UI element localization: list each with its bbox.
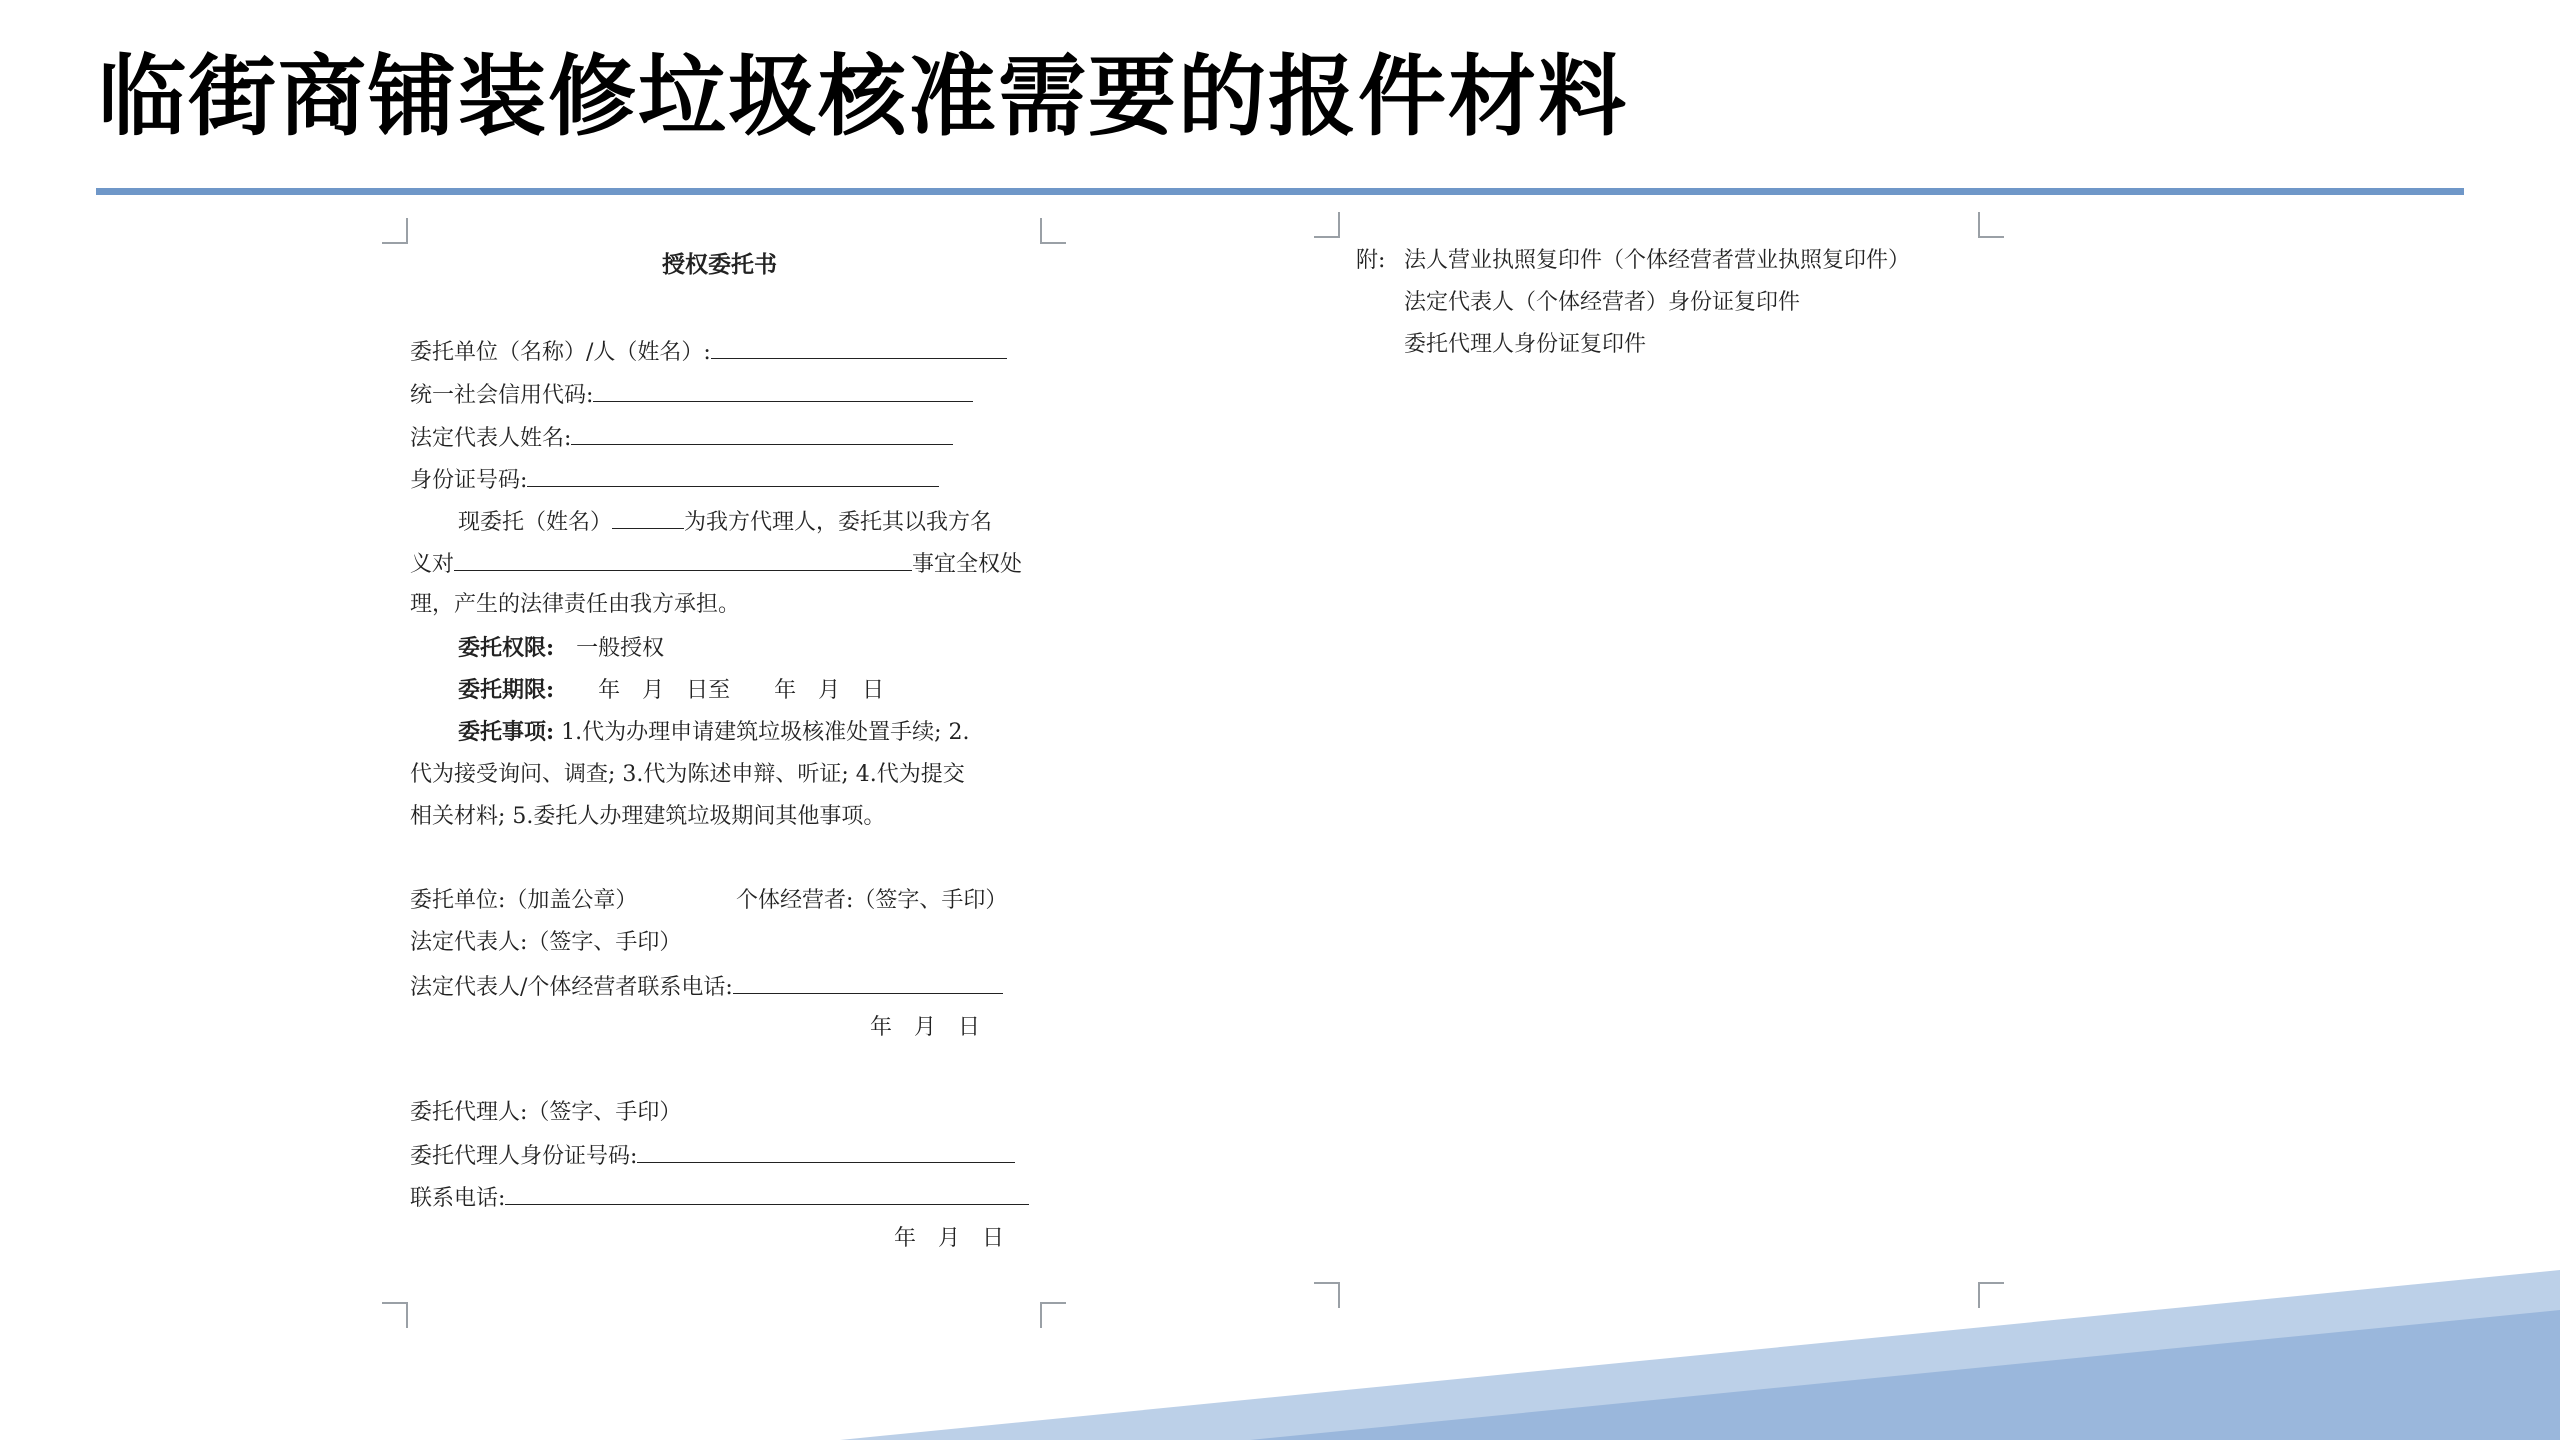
authority-label: 委托权限: — [458, 635, 555, 661]
entrust-unit-label: 委托单位（名称）/人（姓名）: — [410, 340, 711, 365]
legal-rep-name-label: 法定代表人姓名: — [410, 426, 572, 451]
attachment-item: 委托代理人身份证复印件 — [1404, 332, 1647, 357]
para-text: 现委托（姓名） — [458, 510, 613, 535]
credit-code-label: 统一社会信用代码: — [410, 383, 594, 408]
sign-legal-rep: 法定代表人:（签字、手印） — [410, 930, 682, 955]
matters-text: 1.代为办理申请建筑垃圾核准处置手续; 2. — [561, 720, 970, 745]
matters-line-2: 代为接受询问、调查; 3.代为陈述申辩、听证; 4.代为提交 — [410, 762, 965, 787]
matters-line-3: 相关材料; 5.委托人办理建筑垃圾期间其他事项。 — [410, 804, 886, 829]
contact-phone-label: 法定代表人/个体经营者联系电话: — [410, 975, 733, 1000]
para-text: 义对 — [410, 552, 455, 577]
id-number-label: 身份证号码: — [410, 468, 528, 493]
para-text: 为我方代理人，委托其以我方名 — [684, 510, 993, 535]
paragraph-line-3: 理，产生的法律责任由我方承担。 — [410, 592, 741, 617]
period-label: 委托期限: — [458, 677, 555, 703]
agent-sign: 委托代理人:（签字、手印） — [410, 1100, 682, 1125]
period-value: 年 月 日至 年 月 日 — [598, 678, 885, 703]
agent-phone-label: 联系电话: — [410, 1186, 506, 1211]
matters-label: 委托事项: — [458, 719, 555, 745]
sign-unit: 委托单位:（加盖公章） — [410, 888, 638, 913]
para-text: 事宜全权处 — [912, 552, 1023, 577]
date-2: 年 月 日 — [894, 1226, 1005, 1251]
authority-value: 一般授权 — [576, 636, 665, 661]
attachment-item: 法人营业执照复印件（个体经营者营业执照复印件） — [1404, 248, 1911, 273]
attachments-label: 附: — [1356, 248, 1386, 273]
form-title: 授权委托书 — [662, 252, 777, 278]
sign-individual: 个体经营者:（签字、手印） — [736, 888, 1008, 913]
slide-title: 临街商铺装修垃圾核准需要的报件材料 — [98, 45, 1629, 148]
date-1: 年 月 日 — [870, 1015, 981, 1040]
attachment-item: 法定代表人（个体经营者）身份证复印件 — [1404, 290, 1801, 315]
mid-band — [1250, 1310, 2560, 1440]
agent-id-label: 委托代理人身份证号码: — [410, 1144, 638, 1169]
